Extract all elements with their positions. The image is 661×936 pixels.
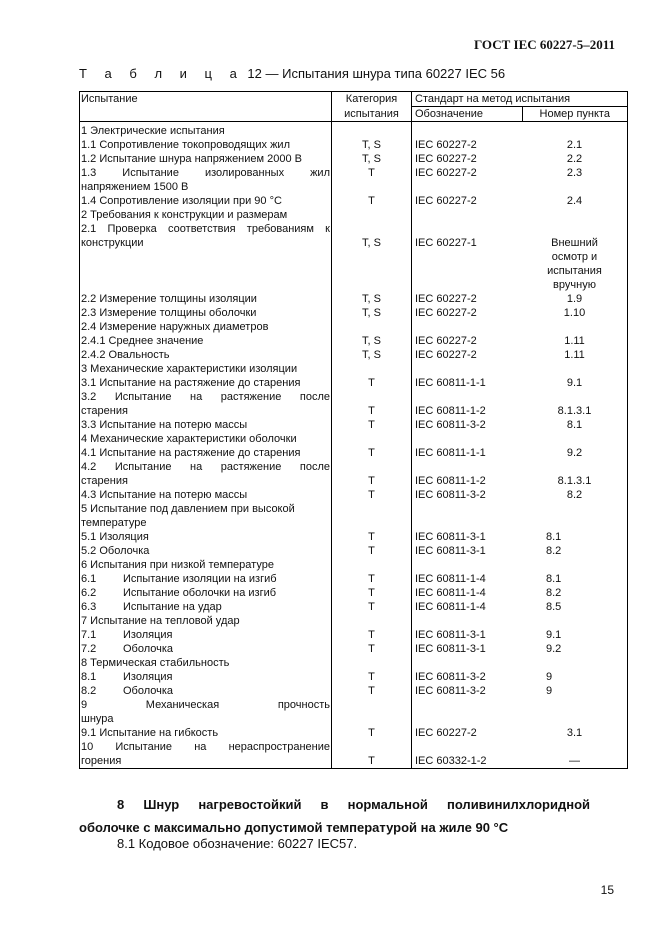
- document-code: ГОСТ IEC 60227-5–2011: [473, 37, 615, 52]
- cell-category: [332, 740, 412, 754]
- cell-category: [332, 264, 412, 278]
- cell-test: 4.1 Испытание на растяжение до старения: [80, 446, 332, 460]
- cell-clause: [522, 432, 628, 446]
- cell-clause: [522, 320, 628, 334]
- cell-test: 2.4.1 Среднее значение: [80, 334, 332, 348]
- cell-test: 2.3 Измерение толщины оболочки: [80, 306, 332, 320]
- cell-category: T: [332, 670, 412, 684]
- cell-category: [332, 502, 412, 516]
- cell-designation: [412, 264, 523, 278]
- cell-clause: [522, 362, 628, 376]
- test-table: [79, 91, 628, 769]
- cell-designation: IEC 60332-1-2: [412, 754, 523, 769]
- table-row: [80, 250, 628, 264]
- cell-category: [332, 362, 412, 376]
- cell-clause: 1.11: [522, 334, 628, 348]
- cell-clause: [522, 390, 628, 404]
- table-row: [80, 152, 628, 166]
- cell-test: 7 Испытание на тепловой удар: [80, 614, 332, 628]
- cell-clause: 8.1.3.1: [522, 404, 628, 418]
- cell-test: 2.4 Измерение наружных диаметров: [80, 320, 332, 334]
- cell-designation: IEC 60227-2: [415, 195, 477, 207]
- cell-category: T: [332, 376, 412, 390]
- cell-category: T, S: [332, 348, 412, 362]
- cell-designation: IEC 60227-2: [415, 349, 477, 361]
- table-caption: [79, 66, 505, 81]
- cell-designation: IEC 60811-3-2: [415, 489, 486, 501]
- cell-designation: IEC 60227-2: [415, 139, 477, 151]
- cell-category: T: [332, 726, 412, 740]
- cell-category: T, S: [332, 292, 412, 306]
- cell-test: старения: [80, 474, 332, 488]
- cell-designation: IEC 60227-2: [415, 167, 477, 179]
- cell-designation: [412, 208, 523, 222]
- cell-category: T: [332, 642, 412, 656]
- table-row: [80, 166, 628, 180]
- cell-clause: 8.1: [522, 572, 628, 586]
- table-row: [80, 404, 628, 418]
- cell-test: 6.3 Испытание на удар: [80, 600, 332, 614]
- cell-category: T: [332, 684, 412, 698]
- section-8-line-1: 8 Шнур нагревостойкий в нормальной поливинилхлоридной: [117, 797, 590, 812]
- cell-category: [332, 516, 412, 530]
- cell-designation: IEC 60811-3-1: [415, 643, 486, 655]
- table-row: [80, 138, 628, 152]
- cell-category: [332, 614, 412, 628]
- cell-clause: 1.9: [522, 292, 628, 306]
- cell-test: 9 Механическая прочность: [81, 699, 330, 711]
- cell-clause: 9: [522, 684, 628, 698]
- cell-test: 6.2 Испытание оболочки на изгиб: [80, 586, 332, 600]
- cell-category: T, S: [332, 152, 412, 166]
- cell-test: 3.1 Испытание на растяжение до старения: [80, 376, 332, 390]
- cell-designation: [412, 320, 523, 334]
- table-row: [80, 194, 628, 208]
- cell-category: T: [332, 446, 412, 460]
- cell-designation: IEC 60227-2: [415, 307, 477, 319]
- cell-designation: [412, 502, 523, 516]
- cell-clause: [522, 656, 628, 670]
- cell-test: температуре: [80, 516, 332, 530]
- header-category-2: испытания: [332, 107, 412, 122]
- cell-test: 6 Испытания при низкой температуре: [80, 558, 332, 572]
- cell-test: 6.1 Испытание изоляции на изгиб: [80, 572, 332, 586]
- cell-clause: [522, 208, 628, 222]
- cell-clause: —: [522, 754, 628, 769]
- cell-designation: [412, 516, 523, 530]
- table-row: [80, 726, 628, 740]
- cell-category: [332, 250, 412, 264]
- cell-test: 1.2 Испытание шнура напряжением 2000 В: [80, 152, 332, 166]
- cell-test: 1.4 Сопротивление изоляции при 90 °С: [80, 194, 332, 208]
- cell-designation: [412, 180, 523, 194]
- cell-clause: вручную: [522, 278, 628, 292]
- cell-test: 5.2 Оболочка: [80, 544, 332, 558]
- cell-test: 7.1 Изоляция: [80, 628, 332, 642]
- table-row: [80, 320, 628, 334]
- table-row: [80, 656, 628, 670]
- cell-clause: [522, 222, 628, 236]
- cell-designation: IEC 60811-1-1: [415, 377, 486, 389]
- cell-designation: [412, 278, 523, 292]
- cell-clause: 2.2: [522, 152, 628, 166]
- cell-designation: IEC 60811-1-4: [415, 573, 486, 585]
- cell-designation: [412, 740, 523, 754]
- cell-designation: IEC 60227-2: [415, 153, 477, 165]
- cell-test: 5 Испытание под давлением при высокой: [80, 502, 332, 516]
- cell-clause: 8.1.3.1: [522, 474, 628, 488]
- cell-designation: IEC 60811-3-1: [415, 531, 486, 543]
- cell-test: 8.2 Оболочка: [80, 684, 332, 698]
- cell-clause: [522, 516, 628, 530]
- cell-category: T: [332, 572, 412, 586]
- cell-clause: 8.2: [522, 488, 628, 502]
- cell-category: [332, 180, 412, 194]
- cell-designation: IEC 60811-1-1: [415, 447, 486, 459]
- table-row: [80, 670, 628, 684]
- table-row: [80, 180, 628, 194]
- table-row: [80, 614, 628, 628]
- header-designation: Обозначение: [412, 107, 523, 122]
- cell-designation: IEC 60811-3-1: [415, 545, 486, 557]
- section-8-heading: [79, 793, 590, 839]
- cell-clause: 1.10: [522, 306, 628, 320]
- table-row: [80, 306, 628, 320]
- table-row: [80, 208, 628, 222]
- caption-label: Т а б л и ц а: [79, 66, 244, 81]
- cell-clause: 8.2: [522, 586, 628, 600]
- cell-test: 3 Механические характеристики изоляции: [80, 362, 332, 376]
- cell-clause: Внешний: [522, 236, 628, 250]
- cell-clause: 9.1: [522, 628, 628, 642]
- cell-clause: осмотр и: [522, 250, 628, 264]
- cell-test: 8 Термическая стабильность: [80, 656, 332, 670]
- cell-test: 8.1 Изоляция: [80, 670, 332, 684]
- cell-test: [80, 250, 332, 264]
- caption-text: 12 — Испытания шнура типа 60227 IEC 56: [243, 66, 506, 81]
- cell-clause: 8.1: [522, 530, 628, 544]
- cell-test: 3.2 Испытание на растяжение после: [81, 391, 330, 403]
- subsection-8-1: 8.1 Кодовое обозначение: 60227 IEC57.: [117, 836, 358, 851]
- cell-test: 3.3 Испытание на потерю массы: [80, 418, 332, 432]
- cell-designation: IEC 60227-1: [415, 237, 477, 249]
- table-row: [80, 502, 628, 516]
- table-row: [80, 572, 628, 586]
- header-clause: Номер пункта: [522, 107, 628, 122]
- table-row: [80, 586, 628, 600]
- cell-clause: 2.4: [522, 194, 628, 208]
- cell-designation: IEC 60227-2: [415, 727, 477, 739]
- cell-designation: IEC 60811-3-2: [415, 671, 486, 683]
- cell-designation: [412, 250, 523, 264]
- cell-designation: [412, 656, 523, 670]
- cell-clause: [522, 698, 628, 712]
- table-row: [80, 488, 628, 502]
- cell-test: 2 Требования к конструкции и размерам: [80, 208, 332, 222]
- table-row: [80, 362, 628, 376]
- cell-category: [332, 222, 412, 236]
- table-row: [80, 516, 628, 530]
- cell-designation: IEC 60811-3-2: [415, 685, 486, 697]
- cell-test: [80, 278, 332, 292]
- cell-category: [332, 656, 412, 670]
- cell-category: [332, 208, 412, 222]
- cell-clause: 2.3: [522, 166, 628, 180]
- cell-category: [332, 698, 412, 712]
- table-row: [80, 418, 628, 432]
- table-row: [80, 122, 628, 139]
- cell-designation: [412, 614, 523, 628]
- table-row: [80, 264, 628, 278]
- cell-clause: 9.2: [522, 446, 628, 460]
- cell-category: T: [332, 418, 412, 432]
- cell-designation: [412, 432, 523, 446]
- cell-category: T, S: [332, 334, 412, 348]
- cell-test: шнура: [80, 712, 332, 726]
- cell-clause: 3.1: [522, 726, 628, 740]
- table-row: [80, 376, 628, 390]
- table-row: [80, 754, 628, 769]
- table-row: [80, 348, 628, 362]
- cell-test: 2.1 Проверка соответствия требованиям к: [81, 223, 330, 235]
- cell-category: T: [332, 194, 412, 208]
- cell-clause: [522, 712, 628, 726]
- cell-designation: IEC 60811-1-4: [415, 601, 486, 613]
- cell-designation: IEC 60811-1-4: [415, 587, 486, 599]
- table-row: [80, 334, 628, 348]
- table-row: [80, 446, 628, 460]
- section-8-line-2: оболочке с максимально допустимой температурой на жиле 90 °С: [79, 820, 509, 835]
- cell-clause: [522, 558, 628, 572]
- cell-clause: 8.1: [522, 418, 628, 432]
- table-row: [80, 530, 628, 544]
- cell-designation: IEC 60811-1-2: [415, 405, 486, 417]
- cell-test: 2.2 Измерение толщины изоляции: [80, 292, 332, 306]
- cell-designation: IEC 60811-1-2: [415, 475, 486, 487]
- cell-clause: [522, 740, 628, 754]
- cell-category: T: [332, 544, 412, 558]
- cell-category: [332, 278, 412, 292]
- cell-designation: [412, 712, 523, 726]
- table-row: [80, 236, 628, 250]
- table-row: [80, 740, 628, 754]
- table-row: [80, 712, 628, 726]
- table-row: [80, 544, 628, 558]
- header-test-blank: [80, 107, 332, 122]
- cell-test: 9.1 Испытание на гибкость: [80, 726, 332, 740]
- table-body: [80, 122, 628, 769]
- cell-category: [332, 460, 412, 474]
- table-row: [80, 698, 628, 712]
- cell-clause: 9.2: [522, 642, 628, 656]
- cell-category: T: [332, 530, 412, 544]
- cell-clause: [522, 460, 628, 474]
- cell-designation: IEC 60811-3-2: [415, 419, 486, 431]
- cell-clause: [522, 180, 628, 194]
- cell-category: T, S: [332, 138, 412, 152]
- table-row: [80, 390, 628, 404]
- cell-category: T: [332, 586, 412, 600]
- cell-clause: 9.1: [522, 376, 628, 390]
- cell-test: [80, 264, 332, 278]
- cell-category: T, S: [332, 306, 412, 320]
- cell-clause: 8.5: [522, 600, 628, 614]
- table-row: [80, 278, 628, 292]
- header-standard: Стандарт на метод испытания: [412, 92, 628, 107]
- cell-test: горения: [80, 754, 332, 769]
- table-row: [80, 292, 628, 306]
- test-table-wrapper: [79, 91, 628, 769]
- cell-test: 4 Механические характеристики оболочки: [80, 432, 332, 446]
- cell-designation: [412, 698, 523, 712]
- cell-clause: [522, 122, 628, 139]
- cell-clause: испытания: [522, 264, 628, 278]
- cell-designation: IEC 60227-2: [415, 335, 477, 347]
- cell-test: 1.3 Испытание изолированных жил: [81, 167, 330, 179]
- header-category-1: Категория: [332, 92, 412, 107]
- cell-designation: [412, 122, 523, 139]
- cell-test: 5.1 Изоляция: [80, 530, 332, 544]
- page-number: 15: [600, 883, 614, 897]
- table-row: [80, 460, 628, 474]
- cell-test: конструкции: [80, 236, 332, 250]
- cell-designation: [412, 558, 523, 572]
- cell-designation: [412, 222, 523, 236]
- cell-clause: 9: [522, 670, 628, 684]
- cell-designation: IEC 60811-3-1: [415, 629, 486, 641]
- table-row: [80, 432, 628, 446]
- cell-clause: [522, 614, 628, 628]
- cell-designation: IEC 60227-2: [415, 293, 477, 305]
- cell-category: [332, 390, 412, 404]
- cell-category: T: [332, 488, 412, 502]
- cell-test: 1.1 Сопротивление токопроводящих жил: [80, 138, 332, 152]
- cell-designation: [412, 362, 523, 376]
- table-row: [80, 558, 628, 572]
- cell-test: старения: [80, 404, 332, 418]
- cell-category: T: [332, 404, 412, 418]
- table-row: [80, 474, 628, 488]
- cell-clause: 2.1: [522, 138, 628, 152]
- cell-category: T: [332, 754, 412, 769]
- cell-designation: [412, 460, 523, 474]
- cell-clause: 1.11: [522, 348, 628, 362]
- cell-test: 10 Испытание на нераспространение: [81, 741, 330, 753]
- table-row: [80, 600, 628, 614]
- cell-test: 4.3 Испытание на потерю массы: [80, 488, 332, 502]
- cell-category: T: [332, 166, 412, 180]
- cell-category: T: [332, 474, 412, 488]
- cell-clause: [522, 502, 628, 516]
- cell-category: [332, 320, 412, 334]
- table-row: [80, 222, 628, 236]
- cell-test: 2.4.2 Овальность: [80, 348, 332, 362]
- cell-category: T, S: [332, 236, 412, 250]
- cell-test: напряжением 1500 В: [80, 180, 332, 194]
- cell-test: 1 Электрические испытания: [80, 122, 332, 139]
- cell-category: [332, 432, 412, 446]
- cell-test: 4.2 Испытание на растяжение после: [81, 461, 330, 473]
- cell-designation: [412, 390, 523, 404]
- cell-category: [332, 122, 412, 139]
- cell-clause: 8.2: [522, 544, 628, 558]
- cell-test: 7.2 Оболочка: [80, 642, 332, 656]
- cell-category: [332, 712, 412, 726]
- table-row: [80, 684, 628, 698]
- cell-category: [332, 558, 412, 572]
- cell-category: T: [332, 600, 412, 614]
- cell-category: T: [332, 628, 412, 642]
- table-row: [80, 628, 628, 642]
- table-row: [80, 642, 628, 656]
- header-test: Испытание: [80, 92, 332, 107]
